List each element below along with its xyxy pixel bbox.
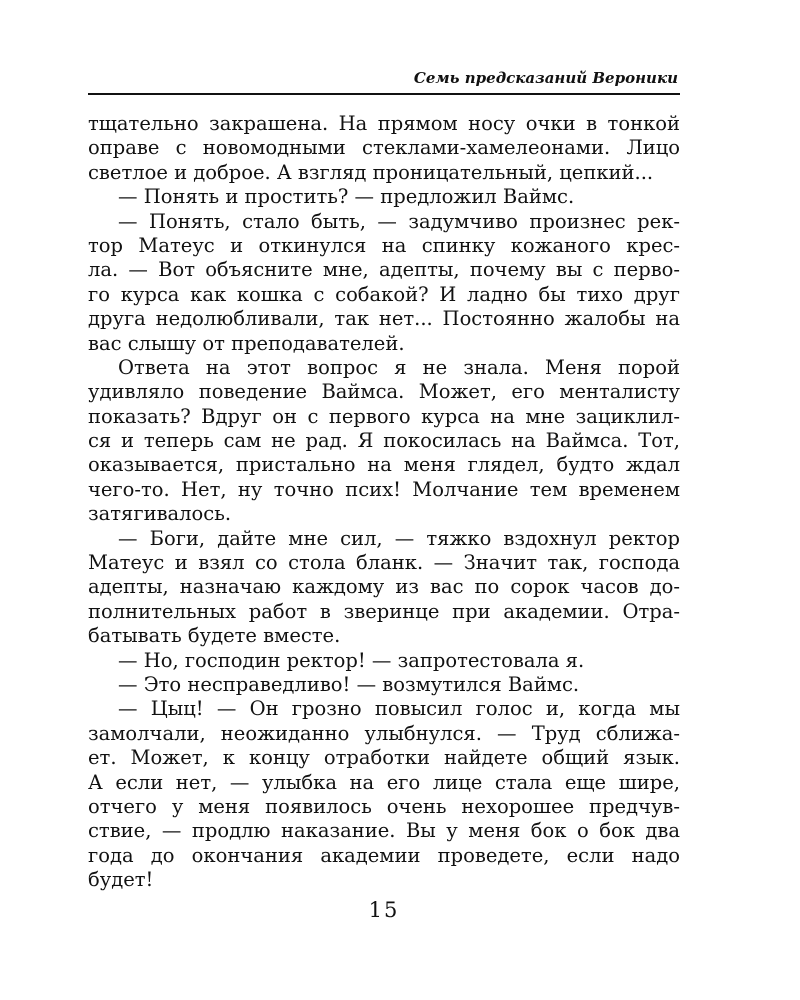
text-line: адепты, назначаю каждому из вас по сорок часов до- [88,575,680,599]
text-line: показать? Вдруг он с первого курса на мне зациклил- [88,404,680,428]
text-line: ся и теперь сам не рад. Я покосилась на Ваймса. Тот, [88,429,680,453]
text-line: полнительных работ в зверинце при академии. Отра- [88,599,680,623]
running-header: Семь предсказаний Вероники [413,69,678,87]
page-number: 15 [368,898,400,922]
text-line: чего-то. Нет, ну точно псих! Молчание тем временем [88,477,680,501]
text-line: — Понять, стало быть, — задумчиво произнес рек- [118,209,680,233]
text-line: светлое и доброе. А взгляд проницательный, цепкий... [88,160,654,184]
header-rule [88,93,680,95]
body-text [88,112,680,893]
text-line: затягивалось. [88,502,232,526]
text-line: тщательно закрашена. На прямом носу очки в тонкой [88,112,680,135]
text-line: ствие, — продлю наказание. Вы у меня бок о бок два [88,819,680,843]
text-line: А если нет, — улыбка на его лице стала еще шире, [88,770,680,794]
text-line: го курса как кошка с собакой? И ладно бы тихо друг [88,282,680,306]
text-line: тор Матеус и откинулся на спинку кожаного крес- [88,233,680,257]
text-line: будет! [88,868,154,892]
text-line: года до окончания академии проведете, если надо [88,843,680,867]
text-line: Матеус и взял со стола бланк. — Значит так, господа [88,551,680,575]
text-line: оправе с новомодными стеклами-хамелеонами. Лицо [88,136,680,160]
text-line: ла. — Вот объясните мне, адепты, почему вы с перво- [88,258,680,282]
text-line: — Но, господин ректор! — запротестовала я. [118,648,585,672]
text-line: — Цыц! — Он грозно повысил голос и, когда мы [118,697,680,721]
text-line: — Это несправедливо! — возмутился Ваймс. [118,672,580,696]
text-line: — Понять и простить? — предложил Ваймс. [118,185,575,209]
text-line: оказывается, пристально на меня глядел, будто ждал [88,453,680,477]
text-line: отчего у меня появилось очень нехорошее предчув- [88,794,680,818]
text-line: Ответа на этот вопрос я не знала. Меня порой [118,355,680,379]
text-line: батывать будете вместе. [88,624,341,648]
text-line: замолчали, неожиданно улыбнулся. — Труд сближа- [88,721,680,745]
text-line: вас слышу от преподавателей. [88,331,405,355]
text-line: друга недолюбливали, так нет... Постоянно жалобы на [88,307,680,331]
text-line: удивляло поведение Ваймса. Может, его менталисту [88,380,680,404]
text-line: — Боги, дайте мне сил, — тяжко вздохнул ректор [118,526,680,550]
text-line: ет. Может, к концу отработки найдете общий язык. [88,746,680,770]
